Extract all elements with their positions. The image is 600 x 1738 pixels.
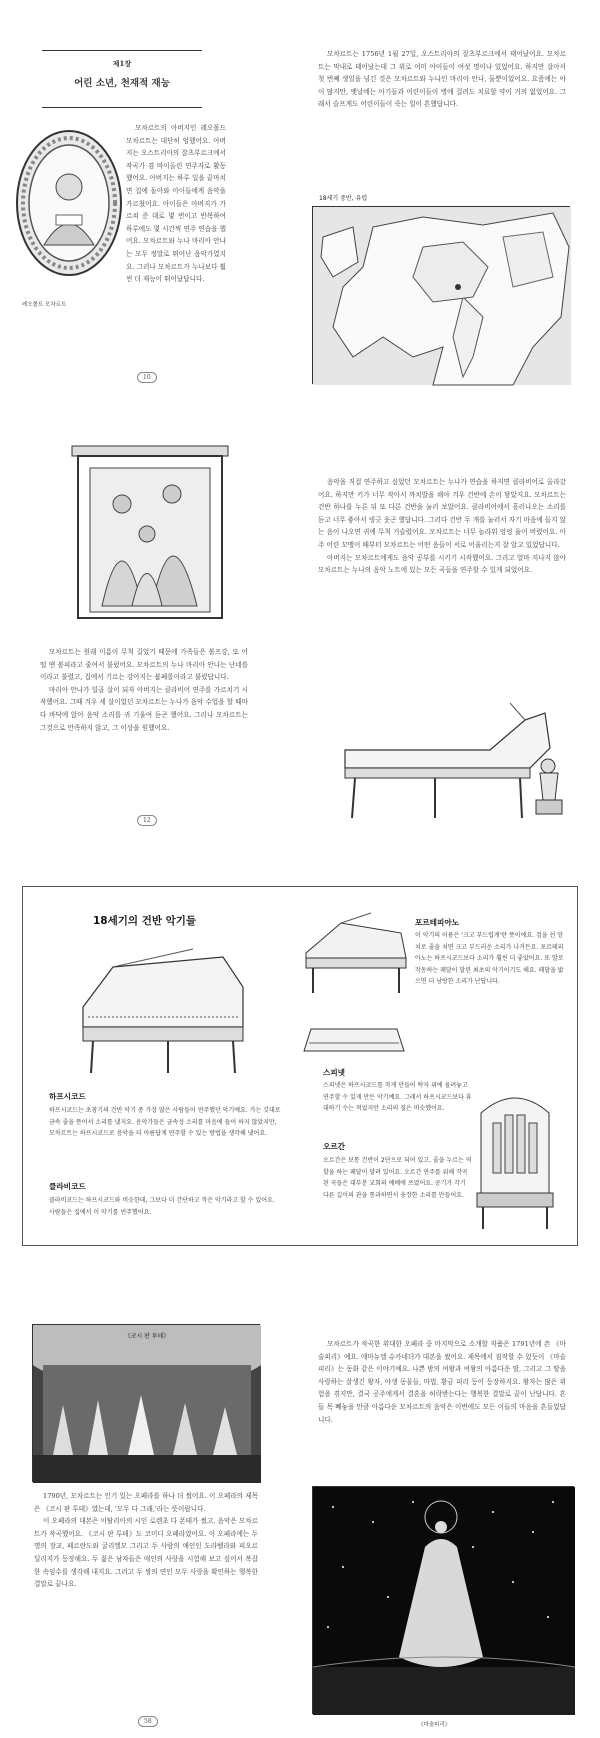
portrait-frame [14,125,124,285]
left-body-text [126,122,226,286]
chapter-header [42,50,202,108]
paragraph: 모차르트는 원래 이름이 무척 길었기 때문에 가족들은 볼프강, 또 어떨 땐 볼피라고 줄여서 불렀어요. 모차르트의 누나 마리아 안나는 난네를이라고 불렸고, 집에서 기르는 강아지는 붐페를이라고 불렸답니다. [40,648,248,682]
organ-description: 오르간은 보통 건반이 2단으로 되어 있고, 줄을 누르는 역할을 하는 페달이 달려 있어요. 오르간 연주를 위해 작곡된 곡들은 대부분 교회의 예배에 쓰였어요. 공기가 각기 다른 길이의 관을 통과하면서 웅장한 소리를 만들어요. [323,1157,472,1199]
right-body-text [318,1338,566,1426]
left-body-text [34,1490,258,1591]
magic-flute-illustration [312,1486,574,1714]
instruments-panel [22,886,578,1246]
harpsichord-description: 하프시코드는 초창기의 건반 악기 중 가장 많은 사람들이 연주했던 악기예요. 가는 깃대로 금속 줄을 뜯어서 소리를 냈지요. 음악가들은 금속성 소리를 마음에 들어 하지 않았지만, 모차르트는 하프시코드로 음악을 더 아름답게 연주할 수 있는 방법을 생각해 냈어요. [49,1107,281,1138]
opera-stage-illustration [32,1324,260,1482]
spinet-heading: 스피넷 [323,1068,346,1077]
left-body-text [40,646,248,734]
europe-map [312,195,570,384]
fortepiano-illustration [301,913,411,997]
chapter-label: 제1장 [112,59,132,68]
clavichord-heading: 클라비코드 [49,1182,86,1191]
portrait-caption: 레오폴트 모차르트 [22,302,67,308]
page-number: 10 [137,372,157,383]
fortepiano-description: 이 악기의 이름은 '크고 부드럽게'란 뜻이에요. 검을 쉰 망치로 줄을 치면 크고 부드러운 소리가 나거든요. 포르테피아노는 하프시코드보다 소리가 훨씬 더 좋았어요. 또 발로 작동하는 페달이 달린 최초의 악기이기도 해요. 페달을 밟으면 더 낭랑한 소리가 난답니다. [415,932,564,986]
organ-illustration [471,1083,559,1231]
paragraph: 이 오페라의 대본은 이탈리아의 시인 로렌초 다 폰테가 썼고, 음악은 모차르트가 작곡했어요. 《코시 판 투테》도 코미디 오페라였어요. 이 오페라에는 두 명의 장교, 페르란도와 굴리엘모 그리고 두 사람의 애인인 도라벨라와 피오르딜리지가 등장해요. 두 젊은 남자들은 애인의 사랑을 시험해 보고 싶어서 복잡한 속임수를 생각해 내지요. 그러고 두 쌍의 연인 모두 사랑을 확인하는 행복한 결말로 끝나요. [34,1517,258,1589]
right-body-text [318,476,566,577]
paragraph: 1790년, 모차르트는 인기 있는 오페라를 하나 더 썼어요. 이 오페라의 제목은 《코시 판 투테》였는데, '모두 다 그래,'라는 뜻이랍니다. [34,1492,258,1513]
clavichord-description: 클라비코드는 하프시코드와 비슷한데, 그보다 더 간단하고 작은 악기라고 할 수 있어요. 사람들은 집에서 이 악기를 연주했어요. [49,1197,275,1216]
organ-heading: 오르간 [323,1142,346,1151]
child-at-harpsichord [340,708,570,828]
paragraph: 음악을 직접 연주하고 싶었던 모차르트는 누나가 연습을 하지면 클라비어로 올라갔어요. 하지만 키가 너무 작아서 까치발을 해야 겨우 건반에 손이 닿았지요. 모차르트는 건반 하나를 누른 뒤 또 다른 건반을 눌러 보았어요. 클라비어에서 흘러나오는 소리를 듣고 너무 좋아서 빙긋 웃곤 했답니다. 그러다 건반 두 개를 눌러서 자기 마음에 들지 않는 음이 나오면 귀에 무척 거슬렸어요. 모차르트는 너무 놀라워 엉엉 울어 버렸어요. 아주 어린 꼬맹이 때부터 모차르트는 어떤 음들이 서로 어울리는지 잘 알고 있었답니다. [318,478,567,549]
harpsichord-illustration [73,947,253,1077]
stage-title: 《코시 판 투테》 [124,1333,170,1340]
chapter-title: 어린 소년, 천재적 재능 [74,78,170,89]
spread-2 [0,440,600,840]
paragraph: 모차르트는 1756년 1월 27일, 오스트리아의 잘츠부르크에서 태어났어요. 모차르트는 막내로 태어났는데 그 위로 어미 아이들이 여섯 명이나 있었어요. 하지만 살아서 첫 번째 생일을 넘긴 것은 모차르트와 누나인 마리아 안나, 둘뿐이었어요. 요즘에는 아이 많지만, 옛날에는 아기들과 어린이들이 병에 걸려도 치료할 약이 거의 없었어요. 그래서 슬프게도 어린이들이 죽는 일이 흔했답니다. [318,50,566,109]
night-caption: 《마술피리》 [418,1722,451,1728]
family-portrait-frame [72,446,228,622]
page-number: 12 [137,815,157,826]
paragraph: 마리아 안나가 일곱 살이 되자 아버지는 클라비어 연주를 가르치기 시작했어요. 그때 겨우 세 살이었던 모차르트는 누나가 음악 수업을 할 때마다 바닥에 앉아 음악 소리를 귀 기울여 듣곤 했어요. 그러나 모차르트는 그것으로 만족하지 않고, 그 이상을 원했어요. [40,685,248,732]
fortepiano-heading: 포르테피아노 [415,918,460,927]
paragraph: 모차르트의 아버지인 레오폴드 모차르트는 대단히 엄했어요. 아버지는 오스트리아의 잘츠부르크에서 작곡가 겸 바이올린 연주자로 활동했어요. 아버지는 하루 일을 끝마치면 집에 돌아와 아이들에게 음악을 가르쳤어요. 아이들은 아버지가 가르쳐 준 대로 몇 번이고 반복하여 하루에도 몇 시간씩 연주 연습을 했어요. 모차르트와 누나 마리아 안나는 모두 정말로 뛰어난 음악가였지요. 그러나 모차르트가 누나보다 훨씬 더 재능이 뛰어났답니다. [126,124,226,284]
spinet-description: 스피넷은 하프시코드를 작게 만들어 탁자 위에 올려놓고 연주할 수 있게 만든 악기예요. 그래서 하프시코드보다 휴대하기 수는 적었지만 소리의 질은 비슷했어요. [323,1082,472,1113]
page-number: 58 [138,1716,158,1727]
spread-1 [0,0,600,400]
harpsichord-heading: 하프시코드 [49,1092,86,1101]
paragraph: 모차르트가 작곡한 위대한 오페라 중 마지막으로 소개할 작품은 1791년에 쓴 《마술피리》예요. 에마뉴엘 슈카네더가 대본을 썼어요. 제목에서 짐작할 수 있듯이 《마술피리》는 동화 같은 이야기예요. 나쁜 밤의 여왕과 여왕의 아름다운 딸, 그리고 그 딸을 사랑하는 잘생긴 왕자, 야생 동물들, 마법, 황금 피리 등이 등장하지요. 왕자는 많은 위험을 겪지만, 결국 공주에게서 결혼을 허락받는다는 행복한 결말로 끝이 난답니다. 흔들 목 빼놓을 만큼 아름다운 모차르트의 음악은 이번에도 모든 이들의 마음을 흔들었답니다. [318,1340,566,1424]
panel-title: 18세기의 건반 악기들 [93,915,197,927]
map-title: 18세기 중반, 유럽 [319,195,368,202]
paragraph: 아버지는 모차르트에게도 음악 공부를 시키기 시작했어요. 그리고 얼마 지나지 않아 모차르트는 누나의 음악 노트에 있는 모든 곡들을 연주할 수 있게 되었어요. [318,553,566,575]
spread-4 [0,1320,600,1738]
right-body-text [318,48,566,111]
spinet-illustration [301,1025,407,1055]
